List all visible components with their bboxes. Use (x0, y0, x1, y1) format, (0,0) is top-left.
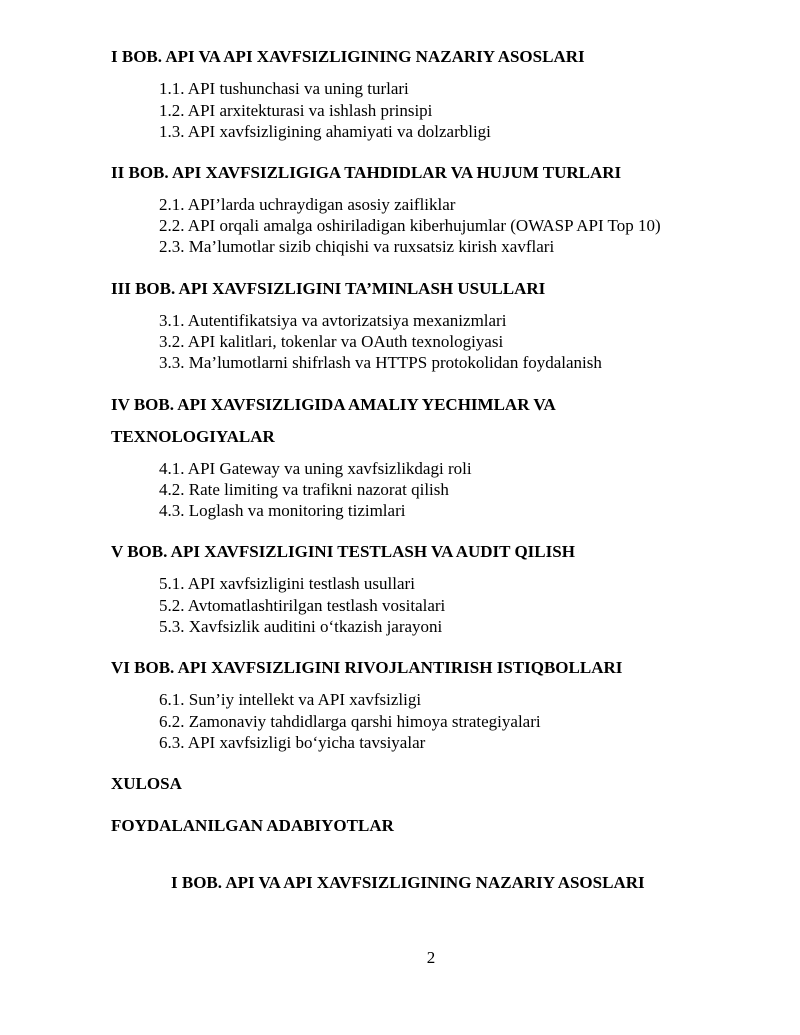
toc-item-2-2: 2.2. API orqali amalga oshiriladigan kiberhujumlar (OWASP API Top 10) (159, 216, 661, 235)
toc-references: FOYDALANILGAN ADABIYOTLAR (111, 816, 394, 835)
toc-item-5-3: 5.3. Xavfsizlik auditini o‘tkazish jarayoni (159, 617, 443, 636)
toc-chapter-3-title: III BOB. API XAVFSIZLIGINI TA’MINLASH USULLARI (111, 279, 546, 298)
toc-item-4-2: 4.2. Rate limiting va trafikni nazorat qilish (159, 480, 449, 499)
toc-item-6-1: 6.1. Sun’iy intellekt va API xavfsizligi (159, 690, 422, 709)
section-heading: I BOB. API VA API XAVFSIZLIGINING NAZARIY ASOSLARI (171, 873, 645, 892)
toc-item-5-2: 5.2. Avtomatlashtirilgan testlash vositalari (159, 596, 446, 615)
toc-chapter-6-title: VI BOB. API XAVFSIZLIGINI RIVOJLANTIRISH ISTIQBOLLARI (111, 658, 623, 677)
page-number: 2 (426, 948, 436, 967)
toc-item-2-1: 2.1. API’larda uchraydigan asosiy zaifliklar (159, 195, 456, 214)
toc-chapter-4-title-line1: IV BOB. API XAVFSIZLIGIDA AMALIY YECHIMLAR VA (111, 395, 556, 414)
toc-item-4-1: 4.1. API Gateway va uning xavfsizlikdagi roli (159, 459, 472, 478)
toc-item-6-3: 6.3. API xavfsizligi bo‘yicha tavsiyalar (159, 733, 426, 752)
toc-item-3-1: 3.1. Autentifikatsiya va avtorizatsiya mexanizmlari (159, 311, 507, 330)
toc-chapter-2-title: II BOB. API XAVFSIZLIGIGA TAHDIDLAR VA HUJUM TURLARI (111, 163, 622, 182)
toc-item-5-1: 5.1. API xavfsizligini testlash usullari (159, 574, 415, 593)
toc-item-1-1: 1.1. API tushunchasi va uning turlari (159, 79, 409, 98)
toc-chapter-4-title-line2: TEXNOLOGIYALAR (111, 427, 275, 446)
toc-item-1-2: 1.2. API arxitekturasi va ishlash prinsipi (159, 101, 433, 120)
toc-item-4-3: 4.3. Loglash va monitoring tizimlari (159, 501, 406, 520)
toc-chapter-5-title: V BOB. API XAVFSIZLIGINI TESTLASH VA AUDIT QILISH (111, 542, 575, 561)
toc-item-1-3: 1.3. API xavfsizligining ahamiyati va dolzarbligi (159, 122, 491, 141)
toc-item-3-2: 3.2. API kalitlari, tokenlar va OAuth texnologiyasi (159, 332, 504, 351)
toc-item-2-3: 2.3. Ma’lumotlar sizib chiqishi va ruxsatsiz kirish xavflari (159, 237, 555, 256)
toc-item-3-3: 3.3. Ma’lumotlarni shifrlash va HTTPS protokolidan foydalanish (159, 353, 602, 372)
toc-chapter-1-title: I BOB. API VA API XAVFSIZLIGINING NAZARIY ASOSLARI (111, 47, 585, 66)
toc-item-6-2: 6.2. Zamonaviy tahdidlarga qarshi himoya strategiyalari (159, 712, 541, 731)
toc-conclusion: XULOSA (111, 774, 182, 793)
